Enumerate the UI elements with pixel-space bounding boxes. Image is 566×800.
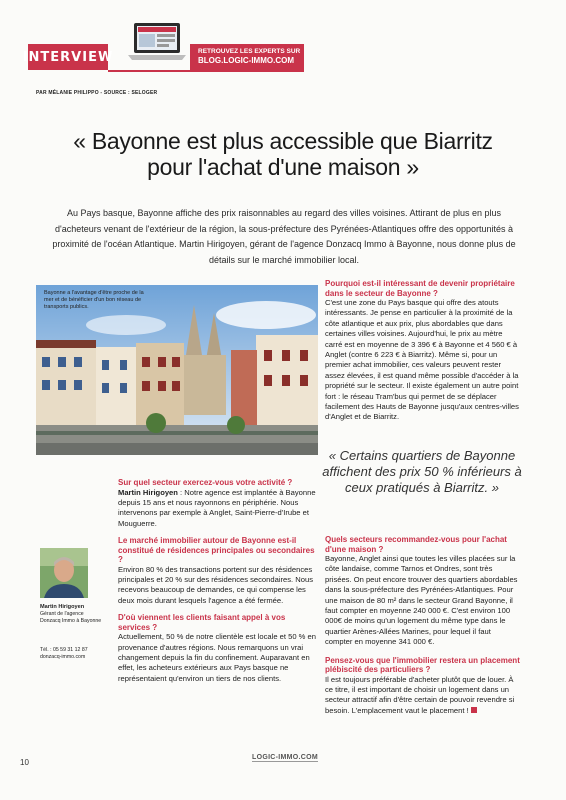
photo-caption: Bayonne a l'avantage d'être proche de la mer et de bénéficier d'un bon réseau de transports publics. [44,290,144,310]
question-5: Quels secteurs recommandez-vous pour l'achat d'une maison ? [325,535,507,554]
bio-website: donzacq-immo.com [40,654,86,660]
answer-2 [118,488,316,530]
section-tab [22,44,114,70]
page-number: 10 [20,758,29,767]
question-3: Le marché immobilier autour de Bayonne est-il constitué de résidences principales ou secondaires ? [118,536,315,565]
answer-5: Bayonne, Anglet ainsi que toutes les villes placées sur la côte landaise, comme Tarnos et Ondres, sont très prisées. On peut encore trouver des quartiers abordables dans la sous-préfecture des Pyrénées-Atlantiques. Pour une maison de 80 m² dans le secteur Grand Bayonne, il faut compter en moyenne 240 000 €. C'est environ 100 000€ de moins qu'un logement du même type dans le quartier Arènes-Allées Marines, pour lequel il faut compter en moyenne 341 000 €. [325,554,518,647]
promo-line2: BLOG.LOGIC-IMMO.COM [198,56,294,65]
portrait-photo [40,548,88,598]
promo-line1: RETROUVEZ LES EXPERTS SUR [198,48,301,55]
header-rule [108,70,304,72]
answer-2-speaker: Martin Hirigoyen [118,487,178,497]
bio-role-line1: Gérant de l'agence [40,611,84,617]
article-intro: Au Pays basque, Bayonne affiche des prix raisonnables au regard des villes voisines. Attirant de plus en plus d'acheteurs venant de l'extérieur de la région, la sous-préfecture des Pyrénées-Atlantiques offre des opportunités à proximité de l'océan Atlantique. Martin Hirigoyen, gérant de l'agence Donzacq Immo à Bayonne, nous donne plus de détails sur le marché immobilier local. [52,208,516,265]
answer-3: Environ 80 % des transactions portent sur des résidences principales et 20 % sur des résidences secondaires. Nous recevons beaucoup de demandes, ce qui compense les deux mois durant lesquels l'agence a été fermée. [118,564,314,605]
section-tab-label: INTERVIEW [22,49,114,65]
right-column-lower [325,535,520,716]
pull-quote: « Certains quartiers de Bayonne affichent des prix 50 % inférieurs à ceux pratiqués à Biarritz. » [322,448,522,495]
title-line1: « Bayonne est plus accessible que Biarritz [73,128,493,154]
end-mark [471,707,477,713]
question-2: Sur quel secteur exercez-vous votre activité ? [118,478,293,487]
right-column [325,279,520,423]
question-1: Pourquoi est-il intéressant de devenir propriétaire dans le secteur de Bayonne ? [325,279,515,298]
answer-4: Actuellement, 50 % de notre clientèle est locale et 50 % en provenance d'autres régions. Nous remarquons un vrai changement depuis la fin du confinement. Auparavant en effet, les acheteurs extérieurs aux Pays basque ne représentaient qu'environ un tiers de nos clients. [118,632,316,683]
bio-name: Martin Hirigoyen [40,604,85,610]
bio-block [40,604,116,625]
answer-1: C'est une zone du Pays basque qui offre des atouts intéressants. Je pense en particulier à la proximité de la côte atlantique et aux prix, plus abordables que dans certaines villes voisines. Aujourd'hui, le prix au mètre carré est en moyenne de 3 396 € à Bayonne et 4 560 € à Anglet (contre 6 223 € à Biarritz). Même si, pour un premier achat immobilier, ces valeurs peuvent rester assez élevées, il est quand même possible d'accéder à la propriété sur le secteur. Il existe également un autre point fort : le réseau Tram'bus qui permet de se déplacer facilement des Hauts de Bayonne jusqu'aux centres-villes d'Anglet et de Biarritz. [325,298,519,422]
promo-banner [190,44,304,70]
bio-contact [40,647,116,661]
title-line2: pour l'achat d'une maison » [147,154,419,180]
bio-role-line2: Donzacq Immo à Bayonne [40,618,102,624]
answer-6-text: Il est toujours préférable d'acheter plutôt que de louer. À ce titre, il est important de choisir un logement dans un secteur attractif afin d'être certain de pouvoir revendre si besoin. L'emplacement vaut le placement ! [325,674,515,715]
middle-column [118,478,316,684]
question-6: Pensez-vous que l'immobilier restera un placement plébiscité des particuliers ? [325,655,520,675]
answer-6 [325,675,520,717]
byline: PAR MÉLANIE PHILIPPO - SOURCE : SELOGER [36,90,158,96]
footer-logo: LOGIC-IMMO.COM [252,754,319,761]
article-title [60,128,506,180]
question-4: D'où viennent les clients faisant appel à vos services ? [118,613,286,632]
answer-2-text: : Notre agence est implantée à Bayonne depuis 15 ans et nous rayonnons en périphérie. Nous intervenons par exemple à Anglet, Saint-Pierre-d'Irube et Mouguerre. [118,487,316,528]
laptop-illustration [128,22,186,62]
bio-phone: Tél. : 05 59 31 12 87 [40,647,88,653]
